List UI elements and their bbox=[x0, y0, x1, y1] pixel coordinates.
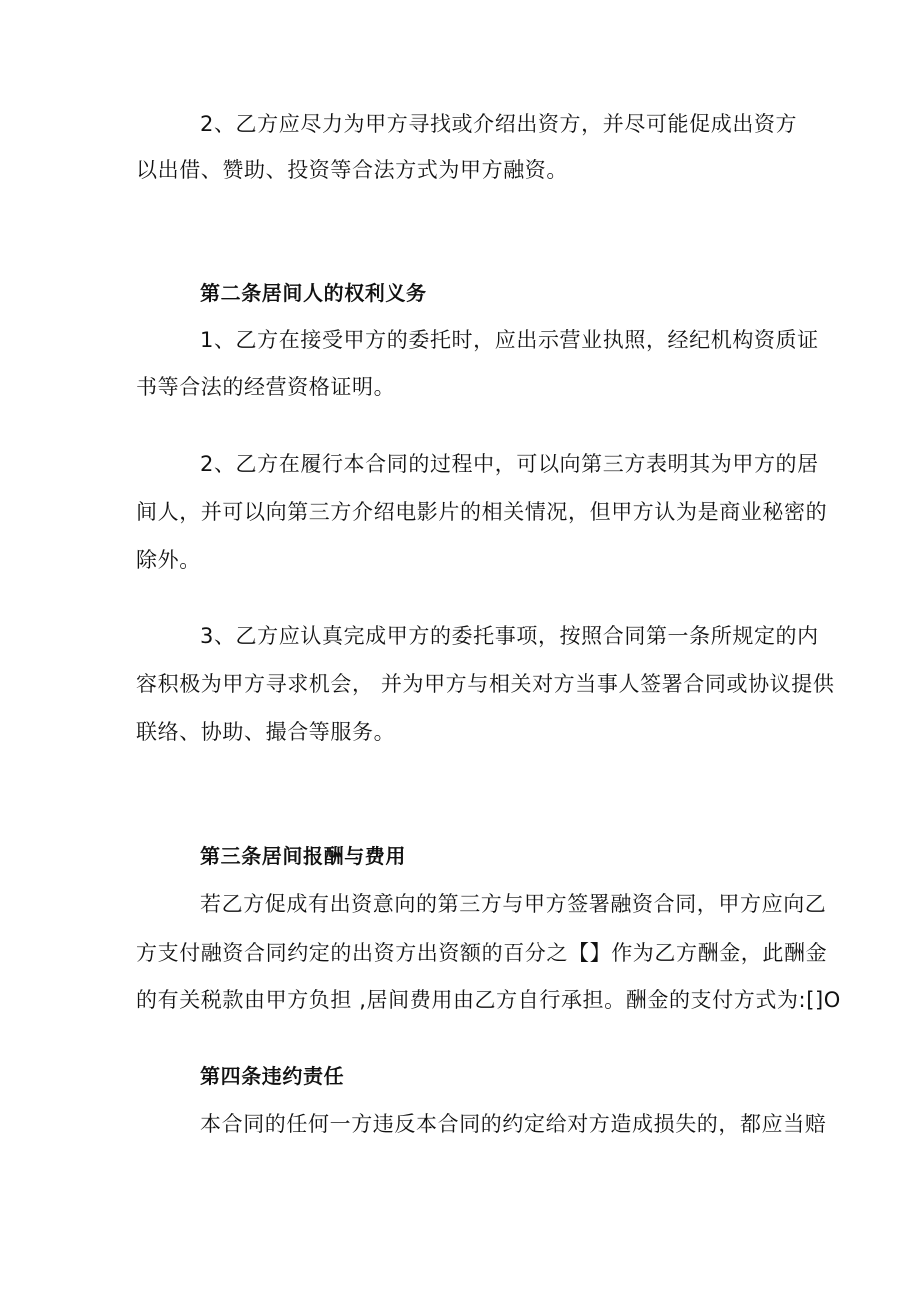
article3-heading: 第三条居间报酬与费用 bbox=[200, 844, 406, 868]
article3-para-line3: 的有关税款由甲方负担 ,居间费用由乙方自行承担。酬金的支付方式为:[]O bbox=[136, 988, 841, 1012]
article2-item2-line1: 2、乙方在履行本合同的过程中，可以向第三方表明其为甲方的居 bbox=[200, 452, 819, 476]
article2-item2-line3: 除外。 bbox=[136, 548, 201, 572]
clause1-item2-line1: 2、乙方应尽力为甲方寻找或介绍出资方，并尽可能促成出资方 bbox=[200, 112, 798, 136]
article2-item2-line2: 间人，并可以向第三方介绍电影片的相关情况，但甲方认为是商业秘密的 bbox=[136, 500, 828, 524]
article3-para-line2: 方支付融资合同约定的出资方出资额的百分之【】作为乙方酬金，此酬金 bbox=[136, 941, 828, 965]
article2-item3-line2: 容积极为甲方寻求机会， 并为甲方与相关对方当事人签署合同或协议提供 bbox=[136, 672, 835, 696]
article4-heading: 第四条违约责任 bbox=[200, 1064, 345, 1088]
clause1-item2-line2: 以出借、赞助、投资等合法方式为甲方融资。 bbox=[136, 158, 568, 182]
article2-item3-line3: 联络、协助、撮合等服务。 bbox=[136, 720, 396, 744]
article2-item3-line1: 3、乙方应认真完成甲方的委托事项，按照合同第一条所规定的内 bbox=[200, 624, 819, 648]
article4-para-line1: 本合同的任何一方违反本合同的约定给对方造成损失的，都应当赔 bbox=[200, 1112, 827, 1136]
article3-para-line1: 若乙方促成有出资意向的第三方与甲方签署融资合同，甲方应向乙 bbox=[200, 892, 827, 916]
article2-item1-line2: 书等合法的经营资格证明。 bbox=[136, 375, 396, 399]
article2-item1-line1: 1、乙方在接受甲方的委托时，应出示营业执照，经纪机构资质证 bbox=[200, 328, 819, 352]
article2-heading: 第二条居间人的权利义务 bbox=[200, 281, 427, 305]
